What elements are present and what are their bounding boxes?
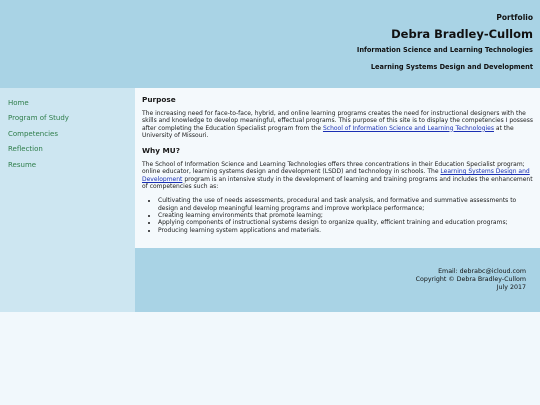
main-content — [135, 88, 540, 248]
purpose-text-end: at the University of Missouri. — [142, 124, 514, 139]
sidebar-item-resume[interactable]: Resume — [8, 161, 37, 169]
footer-copyright: Copyright © Debra Bradley-Cullom — [415, 276, 526, 283]
sidebar-item-reflection[interactable]: Reflection — [8, 145, 43, 153]
program-name: Learning Systems Design and Development — [370, 63, 533, 71]
footer-date: July 2017 — [496, 284, 526, 291]
list-item: • Cultivating the use of needs assessments, procedural and task analysis, and formative and summative assessments to design and develop meaningful learning programs and improve workplace performance; — [158, 197, 534, 212]
footer-email: Email: debrabc@icloud.com — [438, 268, 526, 275]
why-mu-heading: Why MU? — [142, 146, 180, 156]
competency-list — [158, 197, 534, 233]
why-mu-paragraph — [142, 161, 534, 190]
sidebar-item-program-of-study[interactable]: Program of Study — [8, 114, 69, 122]
department-name: Information Science and Learning Technologies — [356, 46, 533, 54]
author-name: Debra Bradley-Cullom — [391, 27, 533, 41]
portfolio-label: Portfolio — [496, 13, 533, 22]
sidebar-item-home[interactable]: Home — [8, 99, 29, 107]
list-item: • Creating learning environments that promote learning; — [158, 212, 534, 219]
sislt-link[interactable]: School of Information Science and Learning Technologies — [322, 124, 494, 132]
purpose-paragraph — [142, 110, 534, 139]
site-header — [0, 0, 540, 88]
sidebar-item-competencies[interactable]: Competencies — [8, 130, 58, 138]
site-footer — [135, 248, 540, 312]
list-item: • Producing learning system applications and materials. — [158, 227, 534, 234]
why-mu-text-end: program is an intensive study in the development of learning and training programs and includes the enhancement of competencies such as: — [142, 175, 533, 191]
purpose-heading: Purpose — [142, 95, 176, 104]
sidebar-nav — [0, 88, 135, 312]
lsdd-link[interactable]: Learning Systems Design and Development — [142, 168, 530, 183]
why-mu-text: The School of Information Science and Learning Technologies offers three concentrations in their Education Specialist program; online educator, learning systems design and development (LSDD) and technology in schools. The — [142, 161, 525, 176]
purpose-text: The increasing need for face-to-face, hybrid, and online learning programs creates the need for instructional designers with the skills and knowledge to develop meaningful, effectual programs. This purpose of this site is to display the competencies I possess after completing the Education Specialist program from the — [142, 110, 533, 132]
list-item: • Applying components of instructional systems design to organize quality, efficient training and education programs; — [158, 219, 534, 226]
